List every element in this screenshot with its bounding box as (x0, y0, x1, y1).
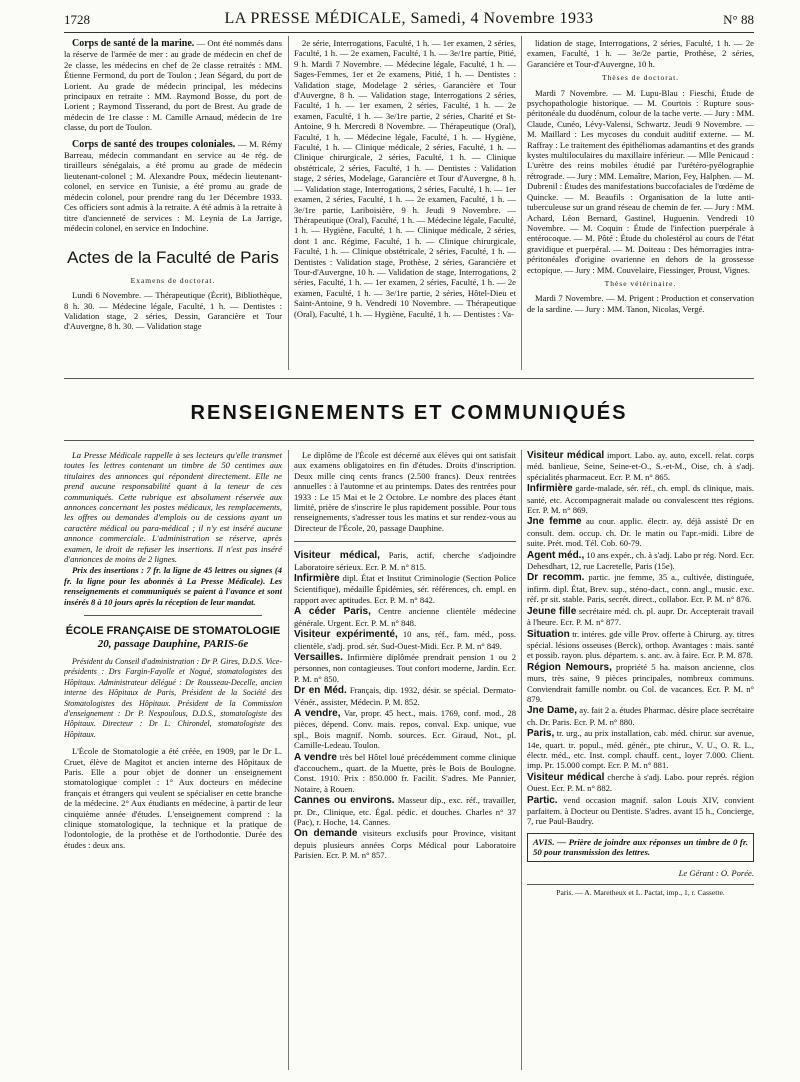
ad-item: A céder Paris, Centre ancienne clientèle médecine générale. Urgent. Ecr. P. M. n° 848. (294, 606, 516, 628)
column-rule (521, 36, 522, 370)
avis-box: AVIS. — Prière de joindre aux réponses un timbre de 0 fr. 50 pour transmission des lettres. (527, 833, 754, 862)
col1-tail: Lundi 6 Novembre. — Thérapeutique (Écrit), Bibliothèque, 8 h. 30. — Médecine légale, Faculté, 1 h. — Dentistes : Validation stage, 2 séries, Dessin, Garancière et Tour d'Auvergne, 8 h. 30. — Validation stage (64, 290, 282, 332)
theses-heading: Thèses de doctorat. (601, 73, 680, 83)
section-rule (64, 440, 754, 441)
ad-item: Paris, tr. urg., au prix installation, cab. méd. chirur. sur avenue, 14e, quart. tr. popul., méd. génér., pte chirur., V. U., O. R. L., électr. méd., etc. Inst. compl. chauff. cent., loyer 7.000. Client. imp. Pr. 15.000 compt. Ecr. P. M. n° 881. (527, 728, 754, 771)
section-banner: RENSEIGNEMENTS ET COMMUNIQUÉS (190, 402, 628, 424)
ad-item: On demande visiteurs exclusifs pour Province, visitant depuis plusieurs années Corps Médical pour Laboratoire Parisien. Ecr. P. M. n° 857. (294, 828, 516, 861)
divider (84, 615, 262, 616)
ecole-continued: Le diplôme de l'École est décerné aux élèves qui ont satisfait aux examens obligatoires en fin d'études. Droits d'inscription. Deux mille cinq cents francs (2.500 francs). Deux rentrées annuelles : à l'automne et au printemps. Dates des rentrées pour 1933 : Le 15 Mai et le 2 Octobre. Le nombre des places étant limité, prière de s'inscrire le plus rapidement possible. Pour tous renseignements, s'adresser tous les matins et sur rendez-vous au Directeur de l'École, 20, passage Dauphine. (294, 450, 516, 533)
col3-text2: Mardi 7 Novembre. — M. Lupu-Blau : Fieschi, Étude de psychopathologie historique. — M. Courtois : Rupture sous-péritonéale du duodénum, colour de la tache verte. — Jury : MM. Claude, Cunéo, Lévy-Valensi, Schwartz. Jeudi 9 Novembre. — M. Maillard : Les mycoses du conduit auditif externe. — M. Raffray : Le traitement des épithéliomas adamantins et des grands kystes multiloculaires du maxillaire inférieur. — Mlle Penicaud : L'urètre des reins mobiles étudié par l'urétéro-pyélographie rétrograde. — Jury : MM. Lemaître, Marion, Fey, Halphen. — M. Dubrenil : Études des manifestations buccofaciales de l'œdème de Quincke. — M. Beaufils : Organisation de la lutte anti-tuberculeuse sur un grand réseau de chemin de fer. — Jury : MM. Achard, Léon Bernard, Gastinel, Huguenin. Vendredi 10 Novembre. — M. Coquin : Étude de l'infection puerpérale à entérocoque. — M. Pôté : Étude du cholestérol au cours de l'état gravidique et puerpéral. — M. Doiteau : Des hémorragies intra-péritonéales d'origine ovarienne en dehors de la grossesse ectopique. — Jury : MM. Couvelaire, Fiessinger, Proust, Vignes. (527, 87, 754, 275)
ad-item: Dr recomm. partic. jne femme, 35 a., cultivée, distinguée, infirm. dipl. État, Brev. sup., sténo-dact., conn. angl., music. exc. réf. pr sit. stable. Paris, secrét. direct., collabor. Ecr. P. M. n° 876. (527, 572, 754, 605)
ads-middle (294, 550, 516, 860)
issue-number: N° 88 (723, 12, 754, 27)
ad-item: Dr en Méd. Français, dip. 1932, désir. se spécial. Dermato-Vénér., assister, Médecin. P. M. 852. (294, 685, 516, 707)
ad-item: Jne femme au cour. applic. électr. ay. déjà assisté Dr en consult. dem. occup. ch. Dr. le matin ou l'apr.-midi. Libre de suite. Prét. mod. Tél. Cob. 60-79. (527, 516, 754, 549)
top-column-2 (294, 38, 516, 368)
marine-text: — Ont été nommés dans la réserve de l'armée de mer : au grade de médecin en chef de 2e classe, les médecins en chef de 2e classe retraités : MM. Étienne Fermond, du port de Toulon ; Jean Ségard, du port de Lorient. Au grade de médecin principal, les médecins principaux en retraite : MM. Raymond Bosse, du port de Lorient ; Raymond Tisserand, du port de Brest. Au grade de médecin de 1re classe : M. Camille Arnaud, médecin de 1re classe, du port de Toulon. (64, 38, 282, 133)
ad-item: Visiteur médical import. Labo. ay. auto, excell. relat. corps méd. banlieue, Seine, Seine-et-O., S.-et-M., Oise, ch. à s'adj. spécialités pharmaceut. Ecr. P. M. n° 865. (527, 450, 754, 482)
coloniales-title: Corps de santé des troupes coloniales. (72, 138, 236, 150)
ad-item: Infirmière garde-malade, sér. réf., ch. empl. ds clinique, mais. santé, etc. Accompagnerait malade ou convalescent ttes régions. Ecr. P. M. n° 869. (527, 483, 754, 516)
coloniales-text: — M. Rémy Barreau, médecin commandant en service au 4e rég. de tirailleurs sénégalais, a été promu au grade de médecin lieutenant-colonel ; M. Alexandre Poux, médecin lieutenant-colonel, en service en Tunisie, a été promu au grade de médecin colonel, pour prendre rang du 1er Décembre 1933. Ces officiers sont admis à la retraite. A été admis à la retraite à titre d'ancienneté de services : M. Leynia de La Jarrige, médecin colonel, en service en Indochine. (64, 138, 282, 233)
marine-title: Corps de santé de la marine. (72, 38, 195, 49)
ad-item: Versailles. Infirmière diplômée prendrait pension 1 ou 2 personnes, non contagieuses. Tout confort moderne, Jardin. Ecr. P. M. n° 850. (294, 651, 516, 684)
column-rule (288, 36, 289, 370)
ad-item: Visiteur médical cherche à s'adj. Labo. pour représ. région Ouest. Ecr. P. M. n° 882. (527, 771, 754, 794)
col3-text3: Mardi 7 Novembre. — M. Prigent : Production et conservation de la sardine. — Jury : MM. Tanon, Nicolas, Vergé. (527, 293, 754, 314)
top-column-3 (527, 38, 754, 368)
bottom-column-1 (64, 450, 282, 1070)
ad-item: Jne Dame, ay. fait 2 a. études Pharmac. désire place secrétaire ch. Dr. Paris. Ecr. P. M. n° 880. (527, 705, 754, 727)
actes-title: Actes de la Faculté de Paris (67, 248, 279, 268)
top-column-1 (64, 38, 282, 368)
notice-text: La Presse Médicale rappelle à ses lecteurs qu'elle transmet toutes les lettres contenant un timbre de 50 centimes aux titulaires des annonces qui répondent directement. Elle ne prend aucune responsabilité quant à la teneur de ces communiqués. Cette rubrique est absolument réservée aux annonces concernant les postes médicaux, les remplacements, les offres ou demandes d'emplois ou de cessions ayant un caractère médical ou para-médical ; il n'y est inséré aucune annonce commerciale. L'administration se réserve, après examen, le droit de refuser les insertions. Il n'est pas inséré d'annonces de moins de 2 lignes. (64, 450, 282, 565)
col2-text: 2e série, Interrogations, Faculté, 1 h. — 1er examen, 2 séries, Faculté, 1 h. — 2e examen, Faculté, 1 h. — 3e/1re partie, Pitié, 9 h. Mardi 7 Novembre. — Médecine légale, Faculté, 1 h. — Sages-Femmes, 1er et 2e examens, Pitié, 1 h. — Dentistes : Validation stage, Modelage 2 séries, Garancière et Tour d'Auvergne, 8 h. — Validation stage, Interrogations 2 séries, Faculté, 1 h. — 1er examen, 2 séries, Faculté, 1 h. — 2e examen, Faculté, 1 h. — 3e/1re partie, 2 séries, Charité et St-Antoine, 9 h. Mercredi 8 Novembre. — Thérapeutique (Oral), Faculté, 1 h. — Médecine légale, Faculté, 1 h. — Hygiène, Faculté, 1 h. — Clinique médicale, 2 séries, Faculté, 1 h. — Clinique chirurgicale, 2 séries, Faculté, 1 h. — Clinique obstétricale, 2 séries, Faculté, 1 h. — Dentistes : Validation stage, 2 séries, Modelage, Garancière et Tour d'Auvergne, 8 h. — Validation stage, Interrogations, 2 séries, Faculté, 1 h. — 1er examen, 2 séries, Faculté, 1 h. — 2e examen, Faculté, 1 h. — 3e/1re partie, Lariboisière, 9 h. Jeudi 9 Novembre. — Thérapeutique (Oral), Faculté, 1 h. — Médecine légale, Faculté, 1 h. — Hygiène, Faculté, 1 h. — Clinique médicale, 2 séries, dont 1 anc. Régime, Faculté, 1 h. — Clinique chirurgicale, Faculté, 1 h. — Clinique obstétricale, 2 séries, Faculté, 1 h. — Dentistes : Validation stage, Prothèse, 2 séries, Garancière et Tour-d'Auvergne, 10 h. — Validation de stage, Interrogations, 2 séries, Faculté, 1 h. — 1er examen, 2 séries, Faculté, 1 h. — 2e examen, Faculté, 1 h. — 3e/1re partie, 2 séries, Hôtel-Dieu et Saint-Antoine, 9 h. Vendredi 10 Novembre. — Thérapeutique (Oral), Faculté, 1 h. — Hygiène, Faculté, 1 h. — Dentistes : Va- (294, 38, 516, 319)
ecole-board: Président du Conseil d'administration : Dr P. Gires, D.D.S. Vice-présidents : Drs Fargin-Fayolle et Nogué, stomatologistes des Hôpitaux. Administrateur délégué : Dr Rousseau-Decelle, ancien interne des Hôpitaux de Paris, Président de la Société des Stomatologistes des Hôpitaux. Président de la Commission d'enseignement : Dr P. Nespoulous, D.D.S., stomatologiste des Hôpitaux. Directeur : Dr L. Chirondel, stomatologiste des Hôpitaux. (64, 656, 282, 739)
page-number: 1728 (64, 12, 90, 27)
ad-item: Agent méd., 10 ans expér., ch. à s'adj. Labo pr rég. Nord. Ecr. Dehesdhart, 12, rue Lacretelle, Paris (15e). (527, 549, 754, 572)
section-rule (64, 378, 754, 379)
col3-text1: lidation de stage, Interrogations, 2 séries, Faculté, 1 h. — 2e examen, Faculté, 1 h. — 3e/2e partie, Prothèse, 2 séries, Garancière et Tour-d'Auvergne, 10 h. (527, 38, 754, 69)
divider (294, 541, 516, 542)
ecole-address: 20, passage Dauphine, PARIS-6e (97, 637, 249, 650)
ad-item: Visiteur médical, Paris, actif, cherche s'adjoindre Laboratoire sérieux. Ecr. P. M. n° 815. (294, 550, 516, 572)
ad-item: A vendre très bel Hôtel loué précédemment comme clinique d'accouchem., quart. de la Muette, près le Bois de Boulogne. Const. 1910. Prix : 850.000 fr. Facilit. S'adres. Me Pannier, Notaire, à Rouen. (294, 751, 516, 794)
ecole-text: L'École de Stomatologie a été créée, en 1909, par le Dr L. Cruet, élève de Magitot et ancien interne des Hôpitaux de Paris. Elle a pour objet de donner un enseignement stomatologique complet : 1° Aux docteurs en médecine français et étrangers qui veulent se spécialiser en cette branche de la médecine. 2° Aux étudiants en médecine, à partir de leur cinquième année d'études. L'enseignement comprend : la clinique stomatologique, la technique et la pratique de l'odontologie, de la prothèse et de l'orthodontie. Durée des études : deux ans. (64, 746, 282, 850)
ad-item: Cannes ou environs. Masseur dip., exc. réf., travailler, pr. Dr., Clinique, etc. Égal. pédic. et douches. Charles n° 37 (Pac), r. Hoche, 14. Cannes. (294, 795, 516, 827)
column-rule (288, 450, 289, 1070)
ad-item: Visiteur expérimenté, 10 ans, réf., fam. méd., poss. clientèle, s'adj. prod. sér. Sud-Ouest-Midi. Ecr. P. M. n° 849. (294, 629, 516, 651)
bottom-column-3 (527, 450, 754, 1070)
prix-text: Prix des insertions : 7 fr. la ligne de 45 lettres ou signes (4 fr. la ligne pour les abonnés à La Presse Médicale). Les renseignements et communiqués se paient à l'avance et sont insérés 8 à 10 jours après la réception de leur mandat. (64, 565, 282, 607)
journal-title: LA PRESSE MÉDICALE, Samedi, 4 Novembre 1933 (224, 10, 594, 27)
examens-heading: Examens de doctorat. (130, 275, 216, 285)
ad-item: Partic. vend occasion magnif. salon Louis XIV, convient parfaitem. à Docteur ou Dentiste. S'adres. avant 15 h., Concierge, 7, rue Paul-Baudry. (527, 794, 754, 827)
ad-item: Infirmière dipl. État et Institut Criminologie (Section Police Scientifique), médaille Épidémies, sér. références, ch. empl. en rapport avec aptitudes. Ecr. P. M. n° 842. (294, 573, 516, 605)
imprint-line: Paris. — A. Maretheux et L. Pactat, imp., 1, r. Cassette. (527, 884, 754, 898)
ad-item: Jeune fille secrétaire méd. ch. pl. aupr. Dr. Accepterait travail à l'heure. Ecr. P. M. n° 877. (527, 605, 754, 628)
ad-item: Région Nemours, propriété 5 ha. maison ancienne, clos murs, très saine, 9 pièces principales, nombreux communs. Conviendrait famille nombr. ou Col. de vacances. Ecr. P. M. n° 879. (527, 661, 754, 704)
veterinaire-heading: Thèse vétérinaire. (604, 278, 677, 288)
ecole-title: ÉCOLE FRANÇAISE DE STOMATOLOGIE (65, 625, 281, 638)
ad-item: Situation tr. intéres. gde ville Prov. offerte à Chirurg. ay. titres spécial. lésions osseuses (Berck), orthop. Avantages : mais. santé et possib. rayon. plus. départem. s. anc. av. à faire. Ecr. P. M. 878. (527, 628, 754, 661)
ad-item: A vendre, Var, propr. 45 hect., mais. 1769, conf. mod., 28 pièces, dépend. Conv. mais. repos, conval. Exp. unique, vue spl., Bois magnif. Nomb. sources. Ecr. Giraud, Not., pl. Camille-Ledeau. Toulon. (294, 707, 516, 751)
ads-right (527, 450, 754, 827)
column-rule (521, 450, 522, 1070)
gerant-line: Le Gérant : O. Porée. (678, 867, 754, 878)
bottom-column-2 (294, 450, 516, 1070)
page-header (64, 10, 754, 33)
